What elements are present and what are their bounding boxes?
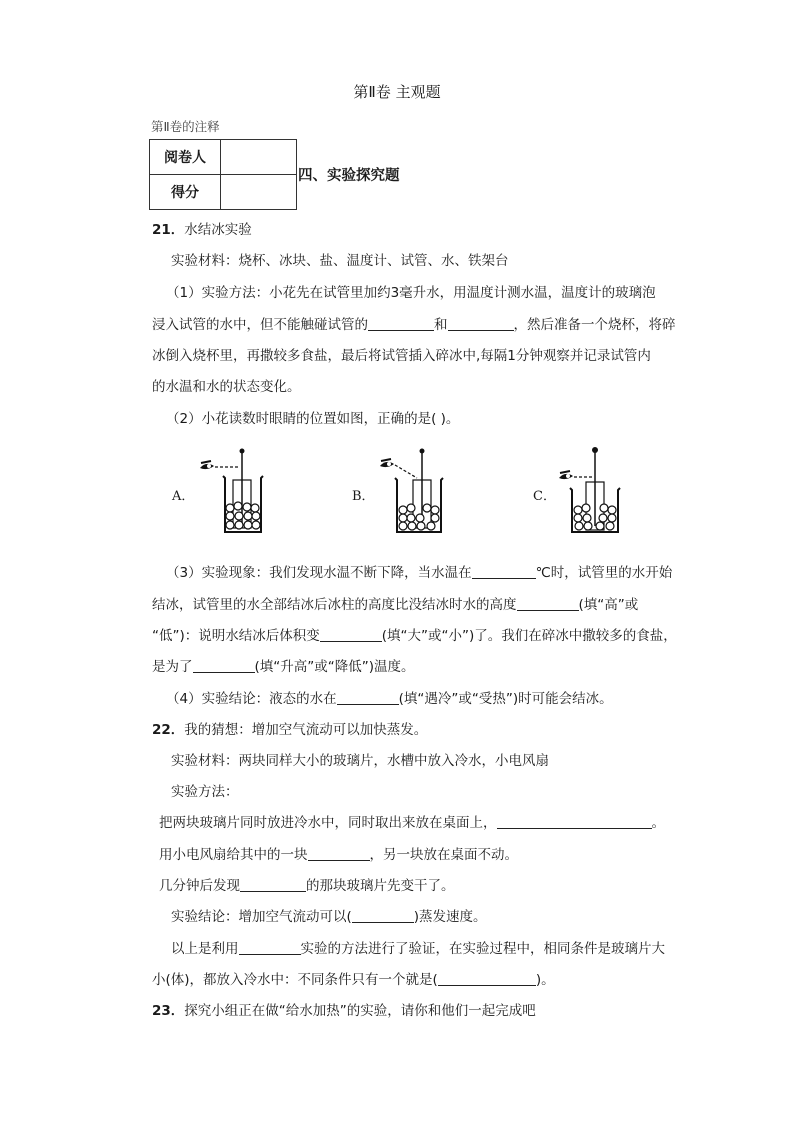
text: 实验结论：增加空气流动可以(: [171, 909, 352, 925]
text: 和: [434, 317, 448, 333]
answer-blank[interactable]: [240, 876, 306, 892]
text: （3）实验现象：我们发现水温不断下降，当水温在: [166, 565, 472, 581]
text: “低”)：说明水结冰后体积变: [152, 628, 320, 644]
beaker-figure-b: [375, 446, 455, 536]
text: ，另一块放在桌面不动。: [369, 847, 518, 863]
text: (填“高”或: [578, 597, 639, 613]
text: )蒸发速度。: [413, 909, 487, 925]
question-title: 探究小组正在做“给水加热”的实验，请你和他们一起完成吧: [184, 1003, 536, 1019]
text: (填“遇冷”或“受热”)时可能会结冰。: [398, 691, 613, 707]
text: 是为了: [152, 659, 193, 675]
text: 小(体)，都放入冷水中：不同条件只有一个就是(: [152, 972, 438, 988]
answer-blank[interactable]: [320, 626, 382, 642]
text: 用小电风扇给其中的一块: [159, 847, 308, 863]
text: (填“大”或“小”)了。我们在碎冰中撒较多的食盐，: [381, 628, 677, 644]
text: )。: [535, 972, 555, 988]
question-title: 水结冰实验: [184, 222, 252, 238]
answer-blank[interactable]: [472, 563, 536, 579]
answer-blank[interactable]: [337, 689, 399, 705]
text: （4）实验结论：液态的水在: [166, 691, 337, 707]
text: 浸入试管的水中，但不能触碰试管的: [152, 317, 368, 333]
eye-icon: [200, 461, 214, 469]
text: 几分钟后发现: [159, 878, 240, 894]
answer-blank[interactable]: [438, 970, 536, 986]
answer-blank[interactable]: [368, 315, 434, 331]
question-number: 21．: [152, 222, 185, 238]
eye-icon: [380, 459, 394, 467]
question-23-heading: [152, 999, 536, 1019]
q22-line3: [159, 874, 455, 894]
reviewer-cell: [221, 140, 297, 175]
answer-blank[interactable]: [497, 813, 652, 829]
page-title: 第Ⅱ卷 主观题: [353, 83, 441, 101]
option-b-label: B．: [352, 489, 375, 504]
q21-p3-line2: [152, 593, 638, 613]
table-row: [150, 140, 297, 175]
answer-blank[interactable]: [448, 315, 514, 331]
answer-blank[interactable]: [352, 907, 414, 923]
q22-line6: [152, 968, 555, 988]
q21-p3-line4: [152, 655, 415, 675]
answer-blank[interactable]: [308, 845, 370, 861]
text: 实验的方法进行了验证，在实验过程中，相同条件是玻璃片大: [300, 941, 665, 957]
q22-line2: [159, 843, 518, 863]
beaker-figure-a: [195, 446, 275, 536]
q21-p1-line4: 的水温和水的状态变化。: [152, 379, 301, 395]
answer-blank[interactable]: [517, 595, 579, 611]
option-c-label: C．: [533, 489, 556, 504]
q21-p2: （2）小花读数时眼睛的位置如图，正确的是( )。: [166, 411, 460, 427]
q22-method: 实验方法：: [171, 784, 239, 800]
q21-materials: 实验材料：烧杯、冰块、盐、温度计、试管、水、铁架台: [171, 253, 509, 269]
section-heading: 四、实验探究题: [298, 168, 400, 184]
score-table: [149, 139, 297, 210]
eye-icon: [559, 471, 573, 479]
text: 。: [651, 815, 665, 831]
beaker-figure-c: [555, 442, 635, 536]
q22-line1: [159, 811, 665, 831]
text: (填“升高”或“降低”)温度。: [254, 659, 415, 675]
q22-conclusion: [171, 905, 487, 925]
reviewer-label: 阅卷人: [150, 140, 221, 175]
q21-p1-line2: [152, 313, 676, 333]
text: 结冰，试管里的水全部结冰后冰柱的高度比没结冰时水的高度: [152, 597, 517, 613]
question-21-heading: [152, 218, 252, 238]
text: ℃时，试管里的水开始: [535, 565, 673, 581]
question-title: 我的猜想：增加空气流动可以加快蒸发。: [184, 722, 428, 738]
answer-blank[interactable]: [239, 939, 301, 955]
q21-p1-line1: （1）实验方法：小花先在试管里加约3毫升水，用温度计测水温，温度计的玻璃泡: [166, 285, 656, 301]
q21-p3-line3: [152, 624, 677, 644]
q22-materials: 实验材料：两块同样大小的玻璃片，水槽中放入冷水，小电风扇: [171, 753, 549, 769]
text: 以上是利用: [171, 941, 239, 957]
q21-p4: [166, 687, 613, 707]
table-row: [150, 175, 297, 210]
answer-blank[interactable]: [193, 657, 255, 673]
question-22-heading: [152, 718, 427, 738]
q21-p3-line1: [166, 561, 672, 581]
option-a-label: A．: [172, 489, 195, 504]
question-number: 23．: [152, 1003, 185, 1019]
text: 的那块玻璃片先变干了。: [306, 878, 455, 894]
question-number: 22．: [152, 722, 185, 738]
score-cell: [221, 175, 297, 210]
section-note: 第Ⅱ卷的注释: [151, 119, 220, 134]
q22-line5: [171, 937, 665, 957]
q21-p1-line3: 冰倒入烧杯里，再撒较多食盐，最后将试管插入碎冰中,每隔1分钟观察并记录试管内: [152, 348, 651, 364]
text: ，然后准备一个烧杯，将碎: [513, 317, 676, 333]
text: 把两块玻璃片同时放进冷水中，同时取出来放在桌面上，: [159, 815, 497, 831]
score-label: 得分: [150, 175, 221, 210]
